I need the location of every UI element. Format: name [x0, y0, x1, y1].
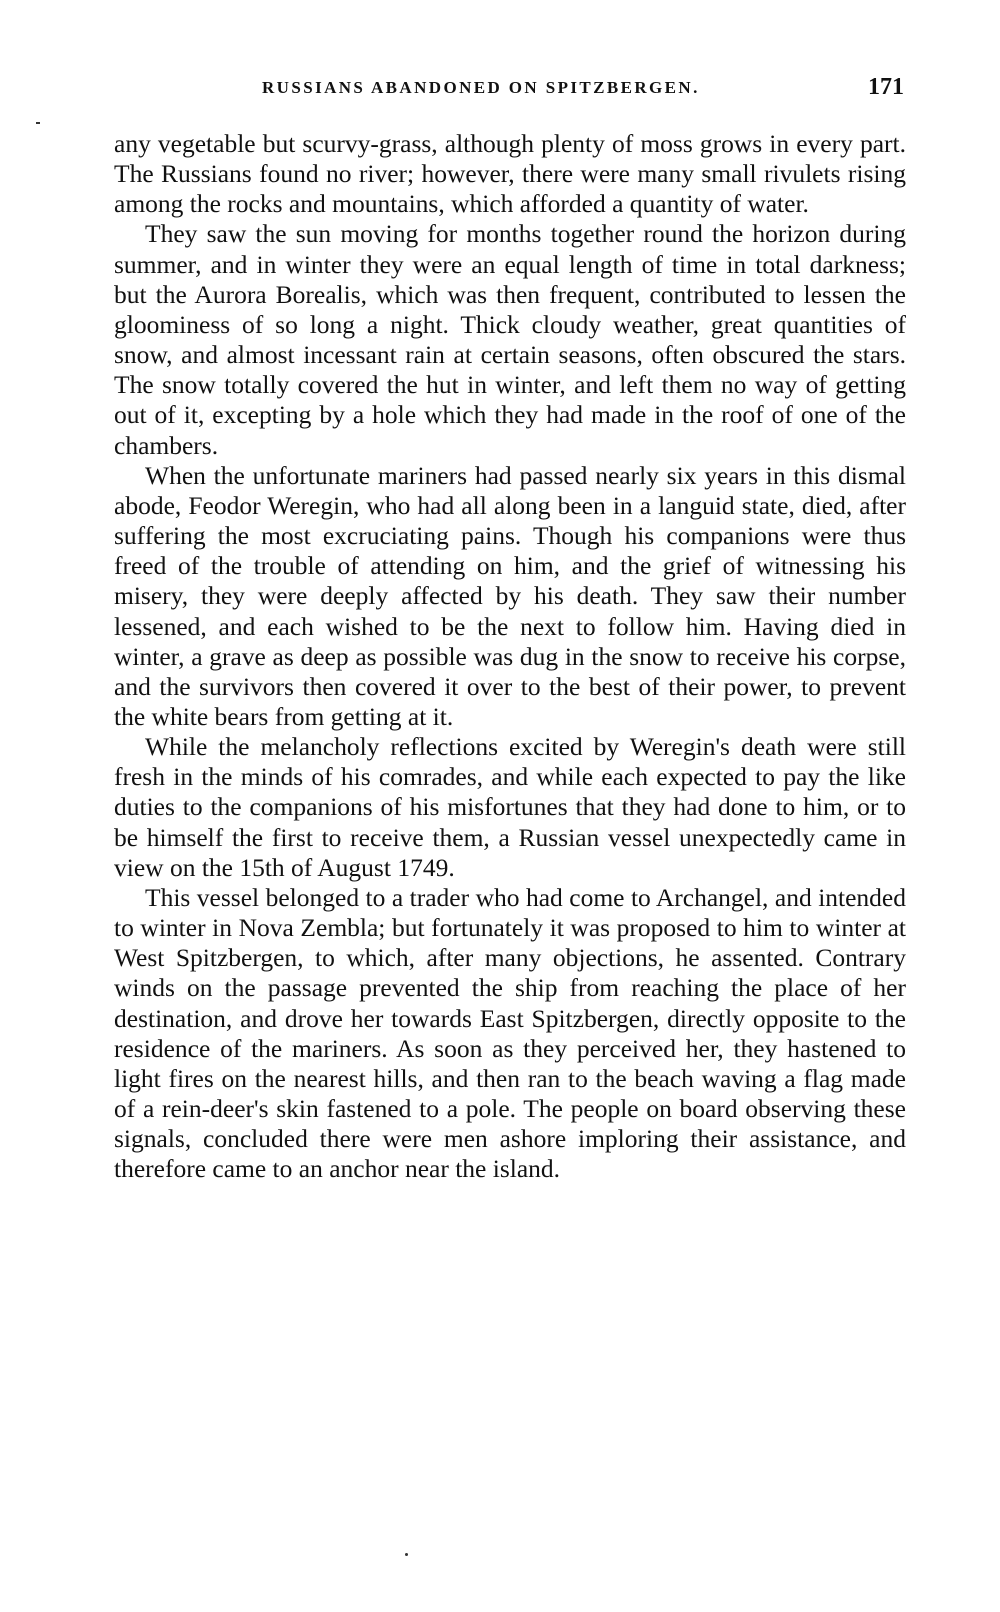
paragraph-3: When the unfortunate mariners had passed nearly six years in this dismal abode, Feodor Weregin, who had all along been in a languid state, died, after suffering the most excruciating pains. Though his companions were thus freed of the trouble of attending on him, and the grief of witnessing his misery, they were deeply affected by his death. They saw their number lessened, and each wished to be the next to follow him. Having died in winter, a grave as deep as possible was dug in the snow to receive his corpse, and the survivors then covered it over to the best of their power, to prevent the white bears from getting at it. — [114, 460, 906, 731]
body-text — [114, 129, 906, 1184]
paragraph-1: any vegetable but scurvy-grass, although plenty of moss grows in every part. The Russians found no river; however, there were many small rivulets rising among the rocks and mountains, which afforded a quantity of water. — [114, 129, 906, 219]
running-head: RUSSIANS ABANDONED ON SPITZBERGEN. — [262, 78, 700, 97]
paragraph-5: This vessel belonged to a trader who had come to Archangel, and intended to winter in Nova Zembla; but fortunately it was proposed to him to winter at West Spitzbergen, to which, after many objections, he assented. Contrary winds on the passage prevented the ship from reaching the place of her destination, and drove her towards East Spitzbergen, directly opposite to the residence of the mariners. As soon as they perceived her, they hastened to light fires on the nearest hills, and then ran to the beach waving a flag made of a rein-deer's skin fastened to a pole. The people on board observing these signals, concluded there were men ashore imploring their assistance, and therefore came to an anchor near the island. — [114, 882, 906, 1184]
bottom-mark — [405, 1553, 408, 1556]
page-number: 171 — [868, 74, 904, 100]
paragraph-4: While the melancholy reflections excited by Weregin's death were still fresh in the minds of his comrades, and while each expected to pay the like duties to the companions of his misfortunes that they had done to him, or to be himself the first to receive them, a Russian vessel unexpectedly came in view on the 15th of August 1749. — [114, 732, 906, 882]
margin-mark — [36, 122, 40, 124]
paragraph-2: They saw the sun moving for months together round the horizon during summer, and in winter they were an equal length of time in total darkness; but the Aurora Borealis, which was then frequent, contributed to lessen the gloominess of so long a night. Thick cloudy weather, great quantities of snow, and almost incessant rain at certain seasons, often obscured the stars. The snow totally covered the hut in winter, and left them no way of getting out of it, excepting by a hole which they had made in the roof of one of the chambers. — [114, 219, 906, 460]
